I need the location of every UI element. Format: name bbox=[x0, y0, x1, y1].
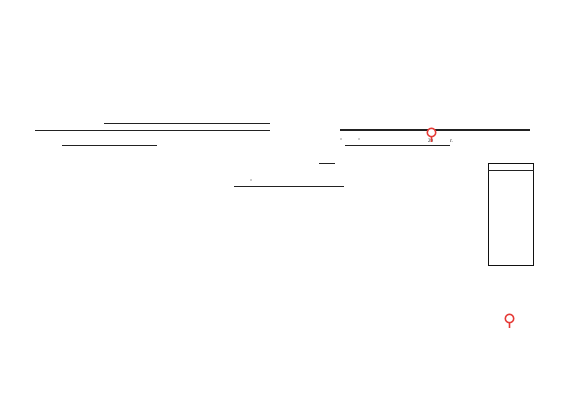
right-date-20: 20 bbox=[428, 139, 433, 144]
title-number-line bbox=[319, 163, 335, 164]
codes-sep bbox=[488, 170, 534, 171]
right-date-line bbox=[345, 145, 450, 146]
left-date-line bbox=[62, 145, 157, 146]
location-pin-icon bbox=[426, 127, 437, 142]
right-date-close: " bbox=[358, 139, 361, 144]
title-date-line bbox=[234, 186, 344, 187]
title-quote-close: " bbox=[250, 180, 253, 185]
left-sign-line bbox=[35, 130, 270, 131]
codes-box bbox=[488, 163, 534, 266]
left-org-line bbox=[104, 123, 270, 124]
right-date-open: " bbox=[340, 139, 343, 144]
location-pin-icon bbox=[504, 313, 515, 328]
right-date-g: г. bbox=[450, 139, 453, 144]
